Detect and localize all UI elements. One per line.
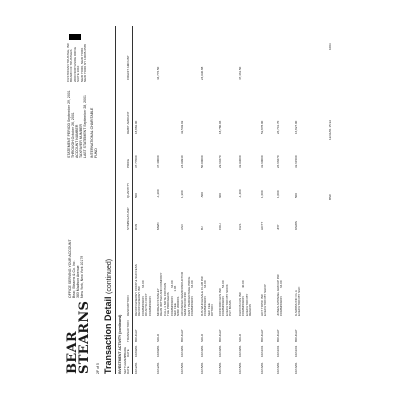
cell-transaction: BOUGHT: [218, 329, 222, 342]
cell-transaction: BOUGHT: [134, 329, 138, 342]
office-line-3: New York, New York 10179: [80, 255, 84, 298]
cell-description: K-SWISS INC CL A EXECUTION BY SUC: [294, 286, 302, 316]
cell-settlement-date: 10/16/01: [276, 362, 280, 374]
header-rule: [132, 26, 133, 374]
col-symbol: SYMBOL/CUSIP: [126, 207, 130, 230]
cell-symbol: ASX: [180, 223, 184, 230]
office-heading: OFFICE SERVING YOUR ACCOUNT: [68, 239, 72, 298]
custodian-line-2: BOARD OF TRUSTEES: [69, 49, 74, 82]
cell-settlement-date: 10/15/01: [238, 362, 242, 374]
cell-trade-date: 10/09/01: [134, 345, 138, 357]
cell-transaction: BOUGHT: [180, 329, 184, 342]
statement-line-2: THROUGH October 26, 2001: [71, 112, 75, 158]
custodian-block: [67, 43, 87, 82]
cell-quantity: -1,400: [238, 189, 242, 198]
cell-symbol: BJ: [200, 226, 204, 230]
footer-left: BSC: [328, 193, 332, 200]
cell-quantity: 1,600: [260, 190, 264, 198]
cell-price: 37.40000: [156, 155, 160, 168]
cell-description: CONCORD EFS INC COMMISSION 54.00 EXECUTION BY SOCK PUT BASIS: [218, 280, 233, 316]
cell-credit: 44,776.50: [156, 66, 160, 80]
cell-debit: 16,827.00: [294, 120, 298, 134]
cell-price: 33.60000: [260, 155, 264, 168]
title-suffix: (continued): [106, 258, 113, 294]
cell-symbol: KSWS: [294, 221, 298, 230]
cell-transaction: BOUGHT: [294, 329, 298, 342]
cell-settlement-date: 10/15/01: [200, 362, 204, 374]
page-number: of 5: [96, 363, 100, 369]
account-line-2: FUND: [94, 148, 98, 158]
brand-logo: [67, 301, 91, 374]
col-quantity: QUANTITY: [126, 182, 130, 198]
cell-debit: 18,882.00: [134, 120, 138, 134]
statement-block: [67, 90, 87, 158]
cell-transaction: SOLD: [200, 333, 204, 342]
statement-line-5: LAST STATEMENT September 28, 2001: [83, 95, 87, 158]
cell-price: 24.99940: [180, 155, 184, 168]
cell-settlement-date: 10/12/01: [134, 362, 138, 374]
footer-middle: 12/31/01 15:32: [328, 119, 332, 140]
custodian-line-5: NEW YORK, NEW YORK: [79, 47, 84, 82]
page-prefix: 2F: [96, 369, 100, 374]
col-credit: CREDIT AMOUNT: [126, 55, 130, 80]
cell-symbol: CHS: [238, 223, 242, 230]
cell-quantity: 1,000: [276, 190, 280, 198]
statement-line-3: ACCOUNT NUMBER: [75, 124, 79, 158]
statement-line-4: TAXPAYER NUMBER: [79, 123, 83, 158]
cell-price: 33.93000: [238, 155, 242, 168]
cell-settlement-date: 10/15/01: [218, 362, 222, 374]
cell-settlement-date: 10/15/01: [180, 362, 184, 374]
cell-symbol: MWD: [156, 222, 160, 230]
cell-quantity: 500: [294, 192, 298, 198]
cell-trade-date: 10/11/01: [276, 345, 280, 357]
cell-quantity: 1,300: [180, 190, 184, 198]
cell-trade-date: 10/11/01: [294, 345, 298, 357]
page-indicator: [96, 363, 100, 374]
cell-quantity: 600: [218, 192, 222, 198]
cell-debit: 18,780.06: [218, 120, 222, 134]
col-trade-date: TRADE DATE: [123, 346, 131, 357]
cell-trade-date: 10/10/01: [218, 345, 222, 357]
cell-quantity: 500: [134, 192, 138, 198]
cell-debit: 32,549.02: [180, 120, 184, 134]
cell-symbol: DVN: [134, 223, 138, 230]
custodian-line-3: 2000 NORTHSIDE DRIVE: [72, 46, 77, 82]
cell-trade-date: 10/09/01: [156, 345, 160, 357]
cell-description: JONES APPAREL GROUP INC COMMISSION 64.00: [276, 274, 284, 316]
cell-transaction: SOLD: [238, 333, 242, 342]
account-block: [90, 108, 98, 158]
cell-price: 50.00000: [200, 155, 204, 168]
office-line-1: Bear, Stearns & Co. Inc.: [72, 260, 76, 298]
cell-transaction: SOLD: [156, 333, 160, 342]
cell-description: MORGAN STANLEY DEAN WITTER AND COMPANY CALL 3 NOTE CONTAIN THE PROCEEDS COMMISSION 64.00 SEC FEE 1.06 NWC WORKS: [156, 272, 181, 316]
statement-line-1: STATEMENT PERIOD September 29, 2001: [67, 90, 71, 158]
cell-trade-date: 10/11/01: [260, 345, 264, 357]
cell-settlement-date: 10/16/01: [294, 362, 298, 374]
section-heading: INVESTMENT ACTIVITY (continued): [118, 314, 122, 374]
cell-symbol: HOTT: [260, 221, 264, 230]
cell-price: 33.61500: [294, 155, 298, 168]
brand-line-2: STEARNS: [77, 300, 92, 374]
cell-debit: 53,878.00: [260, 120, 264, 134]
cell-description: CHICOS FAS INC COMMISSION 40.00 EXECUTION BY REGION: [238, 280, 253, 316]
page-title: [103, 259, 115, 374]
custodian-line-1: CUSTODIAN TRUSTEE, INC: [66, 42, 70, 82]
cell-price: 26.66670: [276, 155, 280, 168]
cell-trade-date: 10/10/01: [180, 345, 184, 357]
col-description: DESCRIPTION: [126, 295, 130, 316]
cell-quantity: -1,200: [156, 189, 160, 198]
cell-settlement-date: 10/16/01: [260, 362, 264, 374]
brand-line-1: BEAR: [65, 331, 80, 374]
office-line-2: 383 Madison Avenue: [76, 265, 80, 298]
custodian-line-4: SUITE 1010: [76, 65, 81, 82]
cell-description: RJS WHOLESALE CLUB INC COMMISSION 64.00 SEC FEE OPTION: [200, 275, 215, 316]
office-block: [68, 239, 84, 298]
title-rule: [115, 26, 116, 374]
statement-sheet: [63, 20, 337, 380]
cell-price: 37.77000: [134, 155, 138, 168]
cell-settlement-date: 10/12/01: [156, 362, 160, 374]
cell-credit: 24,930.88: [200, 66, 204, 80]
cell-description: HOT TOPIC INC EXECUTION BY SHOP: [260, 284, 268, 316]
col-debit: DEBIT AMOUNT: [126, 111, 130, 134]
title-main: Transaction Detail: [103, 296, 113, 374]
cell-symbol: CDH: [218, 223, 222, 230]
redaction-block: [69, 34, 81, 40]
cell-transaction: BOUGHT: [260, 329, 264, 342]
cell-trade-date: 10/10/01: [238, 345, 242, 357]
cell-trade-date: 10/10/01: [200, 345, 204, 357]
col-transaction: TRANSACTION: [126, 320, 130, 342]
cell-quantity: -500: [200, 191, 204, 198]
cell-transaction: BOUGHT: [276, 329, 280, 342]
cell-price: 29.64670: [218, 155, 222, 168]
cell-description: ADVANCED SEMICONDUCTOR SEMI INCOR IND CENT PERCENTAGE PRICE COMMISSION 64.00: [180, 271, 195, 316]
cell-debit: 26,741.70: [276, 120, 280, 134]
cell-symbol: JNY: [276, 224, 280, 230]
custodian-line-6: NEW YORK NY 10005-6565: [83, 43, 88, 82]
col-price: PRICE: [126, 158, 130, 168]
footer-right: 1003: [328, 43, 332, 50]
cell-description: DEVON ENERGY CORP & SUCCESS DEVON ENERGY INC COMMISSION 64.00 DCAFTOJ OFCT COMMISSION: [134, 264, 152, 316]
cell-credit: 47,461.50: [238, 66, 242, 80]
account-line-1: INTERNATIONAL CHARITABLE: [90, 107, 94, 158]
col-settlement-date: SETTLEMENT DATE: [123, 354, 131, 374]
